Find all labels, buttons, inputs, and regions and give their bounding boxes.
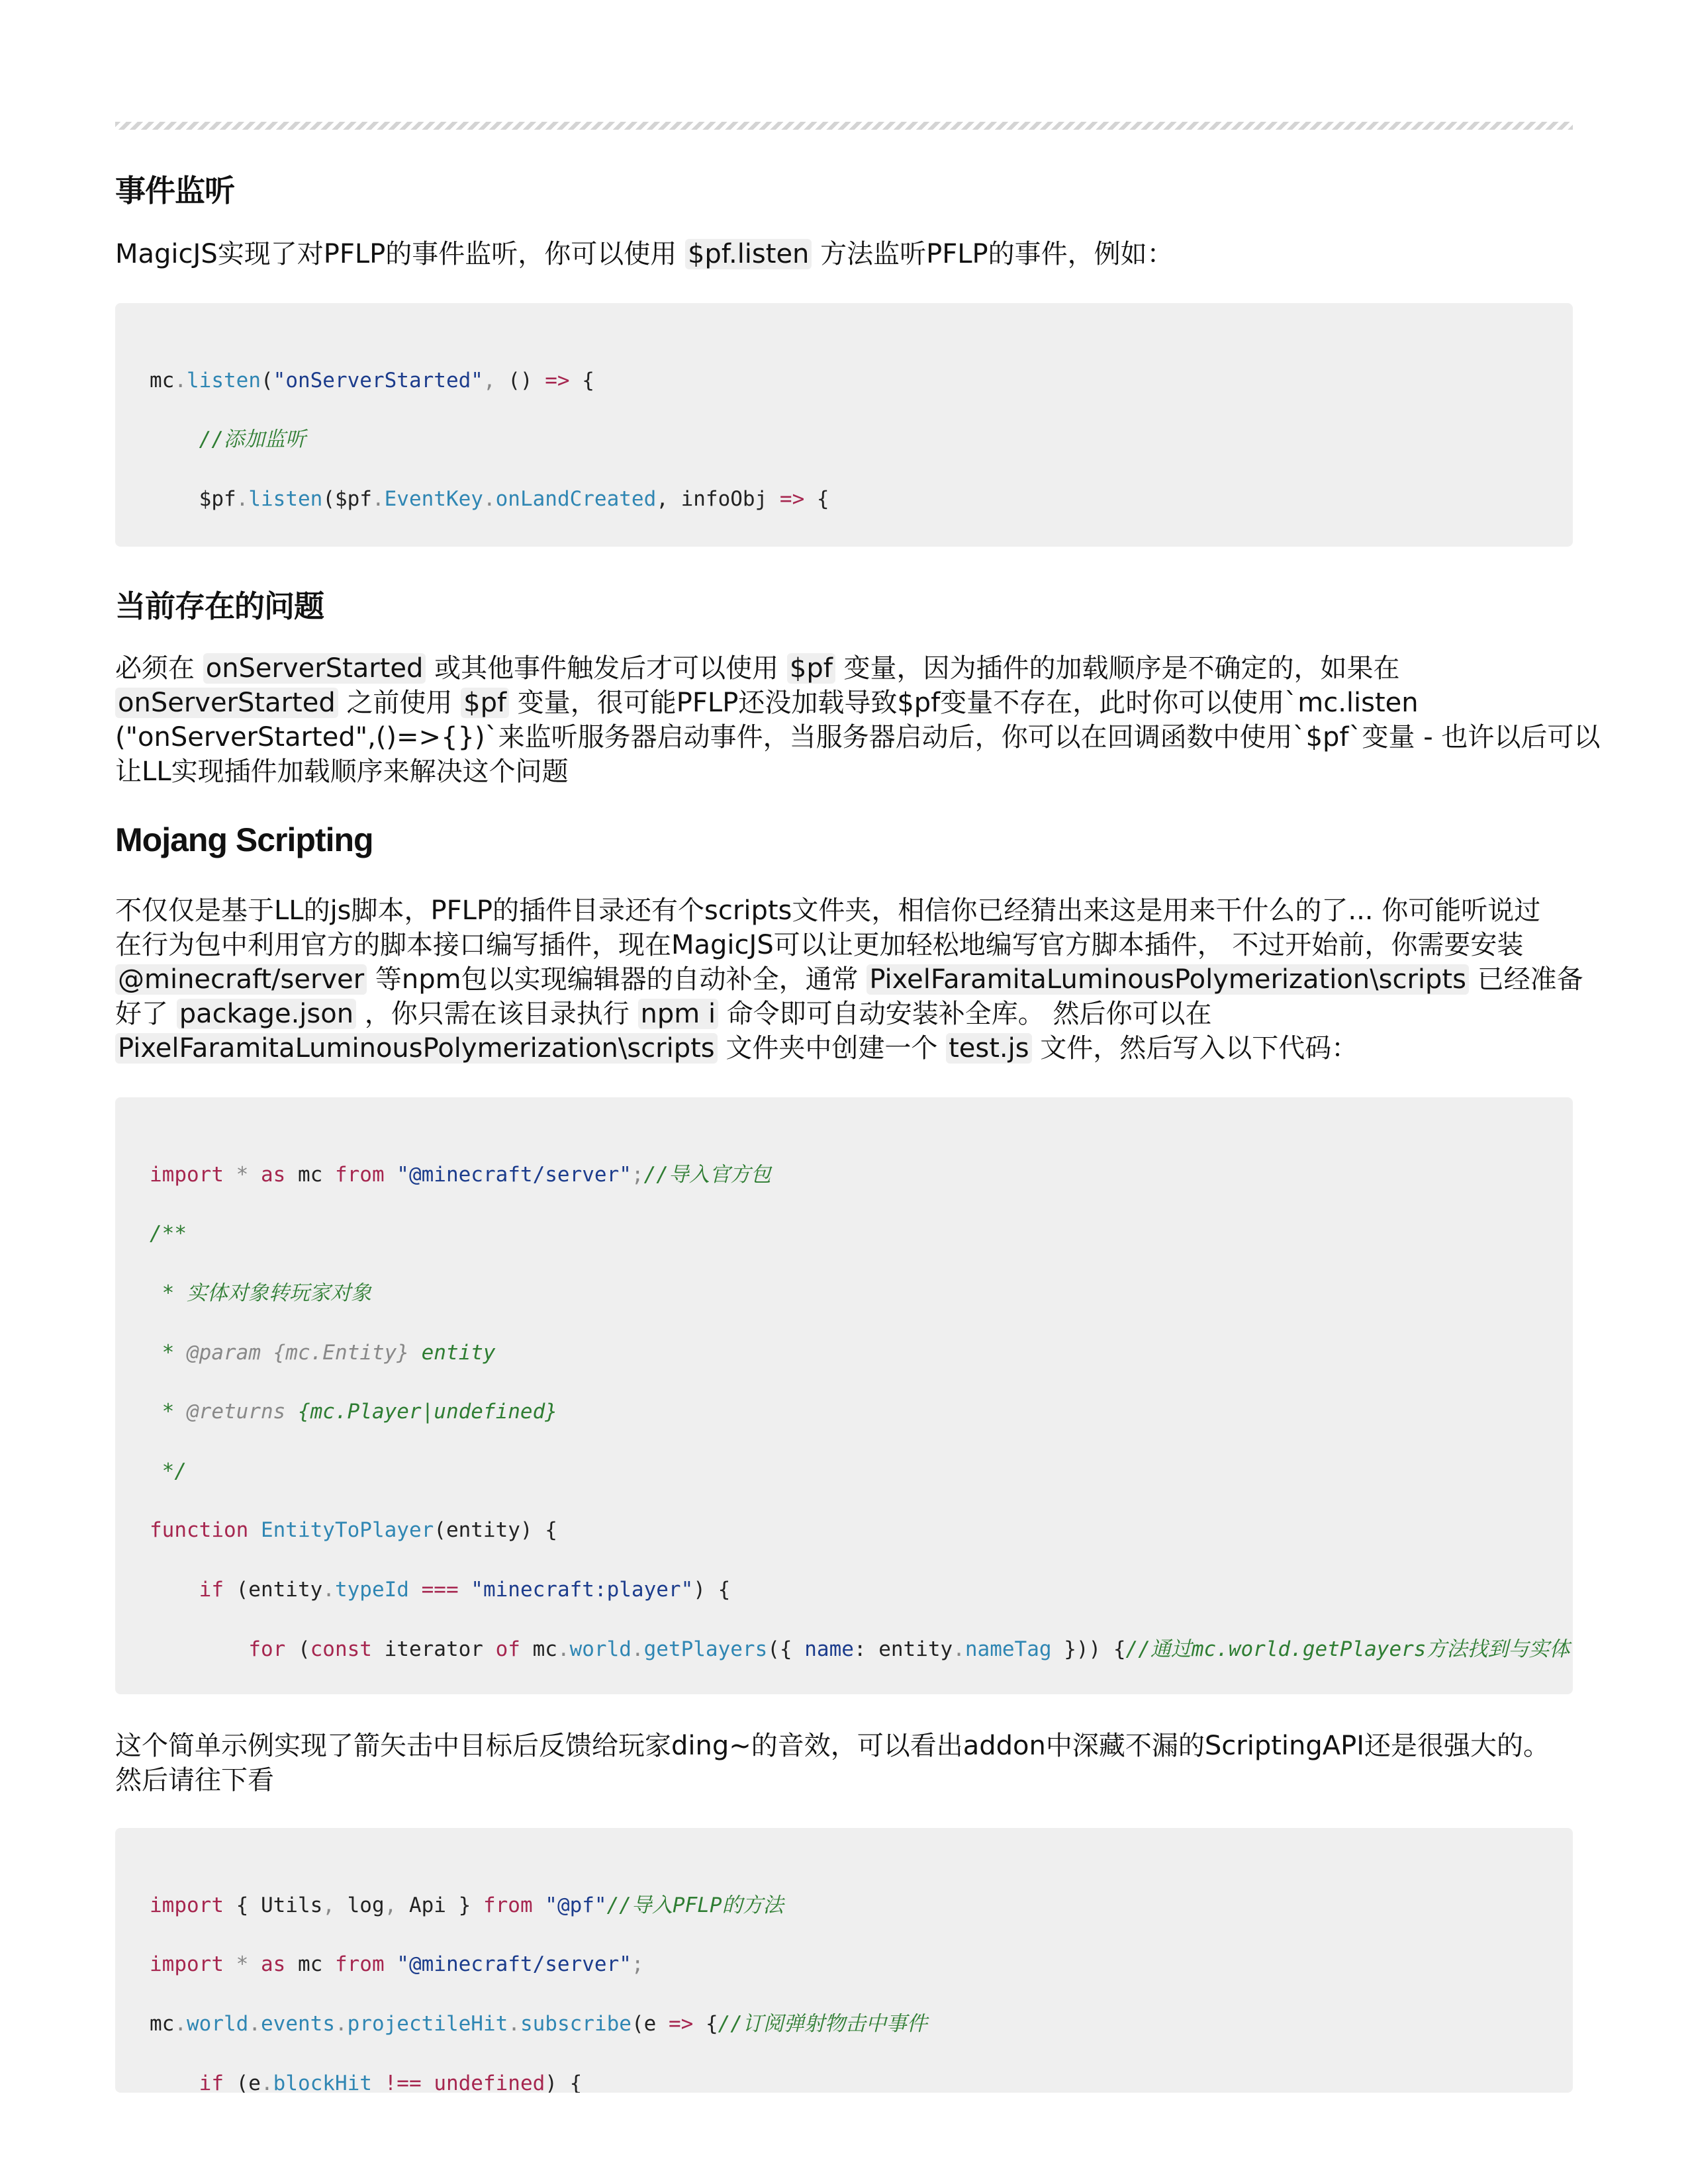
code-line: * 实体对象转玩家对象 xyxy=(150,1281,371,1305)
paragraph-line: 必须在 onServerStarted 或其他事件触发后才可以使用 $pf 变量，因为插件的加载顺序是不确定的，如果在 xyxy=(115,653,1400,684)
inline-code: $pf xyxy=(461,688,509,718)
inline-code: @minecraft/server xyxy=(115,964,367,995)
heading-event-listening: 事件监听 xyxy=(115,173,234,208)
paragraph-line: @minecraft/server 等npm包以实现编辑器的自动补全，通常 PixelFaramitaLuminousPolymerization\scripts 已经准备 xyxy=(115,962,1573,997)
inline-code: PixelFaramitaLuminousPolymerization\scripts xyxy=(867,964,1469,995)
code-line: function EntityToPlayer(entity) { xyxy=(150,1518,557,1543)
code-line: /** xyxy=(150,1222,187,1246)
heading-current-issues: 当前存在的问题 xyxy=(115,588,324,624)
inline-code-pf-listen: $pf.listen xyxy=(685,239,812,269)
paragraph-line xyxy=(115,237,1573,271)
paragraph-line: 然后请往下看 xyxy=(115,1765,274,1796)
text: 方法监听PFLP的事件，例如： xyxy=(820,239,1174,269)
inline-code: onServerStarted xyxy=(115,688,338,718)
code-line: * @returns {mc.Player|undefined} xyxy=(150,1400,557,1424)
code-block-listen-example[interactable] xyxy=(115,303,1573,547)
paragraph-current-issues xyxy=(115,651,1601,789)
code-line: $pf.listen($pf.EventKey.onLandCreated, infoObj => { xyxy=(199,486,829,511)
paragraph-line: 这个简单示例实现了箭矢击中目标后反馈给玩家ding~的音效，可以看出addon中深藏不漏的ScriptingAPI还是很强大的。 xyxy=(115,1731,1550,1761)
paragraph-event-intro xyxy=(115,237,1573,271)
code-line: for (const iterator of mc.world.getPlayers({ name: entity.nameTag })) {//通过mc.world.getPlayers方法找到与实体 xyxy=(248,1637,1570,1661)
code-block-scripting-example[interactable] xyxy=(115,1097,1573,1694)
code-content xyxy=(150,1861,1430,2093)
text: MagicJS实现了对PFLP的事件监听，你可以使用 xyxy=(115,239,677,269)
paragraph-line: 在行为包中利用官方的脚本接口编写插件，现在MagicJS可以让更加轻松地编写官方脚本插件， 不过开始前，你需要安装 xyxy=(115,930,1524,960)
paragraph-example-explanation xyxy=(115,1729,1573,1797)
code-line: //添加监听 xyxy=(199,428,306,452)
code-line: mc.world.events.projectileHit.subscribe(e => {//订阅弹射物击中事件 xyxy=(150,2011,927,2036)
inline-code: $pf xyxy=(787,653,835,684)
inline-code: npm i xyxy=(638,999,719,1029)
code-content xyxy=(150,1130,1570,1694)
paragraph-line: 好了 package.json ，你只需在该目录执行 npm i 命令即可自动安装补全库。 然后你可以在 xyxy=(115,999,1212,1029)
inline-code: onServerStarted xyxy=(203,653,426,684)
code-line: import { Utils, log, Api } from "@pf"//导入PFLP的方法 xyxy=(150,1893,784,1917)
inline-code: test.js xyxy=(946,1033,1031,1064)
paragraph-mojang-intro xyxy=(115,893,1583,1066)
paragraph-line: PixelFaramitaLuminousPolymerization\scripts 文件夹中创建一个 test.js 文件，然后写入以下代码： xyxy=(115,1031,1573,1066)
heading-mojang-scripting: Mojang Scripting xyxy=(115,821,373,858)
code-line: import * as mc from "@minecraft/server"; xyxy=(150,1952,644,1977)
inline-code: PixelFaramitaLuminousPolymerization\scripts xyxy=(115,1033,718,1064)
code-line: mc.listen("onServerStarted", () => { xyxy=(150,368,594,392)
paragraph-line: 不仅仅是基于LL的js脚本，PFLP的插件目录还有个scripts文件夹，相信你已经猜出来这是用来干什么的了... 你可能听说过 xyxy=(115,895,1541,926)
paragraph-line: onServerStarted 之前使用 $pf 变量，很可能PFLP还没加载导致$pf变量不存在，此时你可以使用`mc.listen xyxy=(115,686,1573,720)
code-line: if (entity.typeId === "minecraft:player") { xyxy=(199,1577,731,1602)
code-line: * @param {mc.Entity} entity xyxy=(150,1340,496,1365)
code-block-pf-api-example[interactable] xyxy=(115,1828,1573,2093)
code-line xyxy=(150,544,829,547)
code-content xyxy=(150,336,829,547)
code-line: if (e.blockHit !== undefined) { xyxy=(199,2071,583,2093)
code-line: import * as mc from "@minecraft/server";//导入官方包 xyxy=(150,1162,771,1187)
paragraph-line: 让LL实现插件加载顺序来解决这个问题 xyxy=(115,756,569,787)
paragraph-line: ("onServerStarted",()=>{})`来监听服务器启动事件，当服务器启动后，你可以在回调函数中使用`$pf`变量 - 也许以后可以 xyxy=(115,722,1601,752)
inline-code: package.json xyxy=(177,999,356,1029)
code-line: */ xyxy=(150,1459,187,1483)
hr-divider xyxy=(115,122,1573,130)
